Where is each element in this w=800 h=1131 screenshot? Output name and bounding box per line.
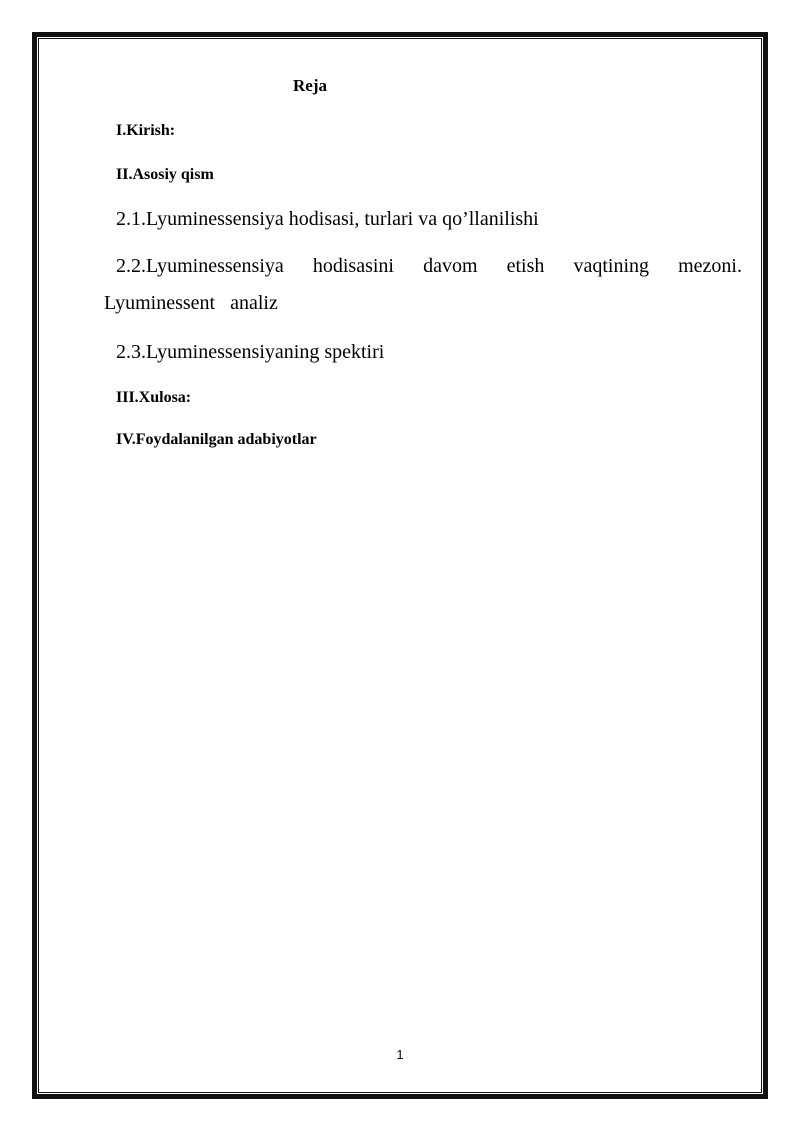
item-2-2-first-line (116, 255, 742, 278)
item-2-2-word: mezoni. (678, 255, 742, 277)
heading-asosiy-qism: II.Asosiy qism (116, 166, 214, 183)
heading-kirish: I.Kirish: (116, 122, 176, 139)
item-2-2-word: hodisasini (312, 255, 394, 277)
item-2-2-word: vaqtining (573, 255, 650, 277)
item-2-2-word: davom (423, 255, 478, 277)
page-title: Reja (293, 76, 327, 95)
item-2-2-word: 2.2.Lyuminessensiya (116, 255, 284, 277)
heading-xulosa: III.Xulosa: (116, 389, 192, 406)
page-border-inner (38, 38, 762, 1093)
item-2-3: 2.3.Lyuminessensiyaning spektiri (116, 341, 385, 363)
page-number: 1 (396, 1047, 404, 1062)
item-2-1: 2.1.Lyuminessensiya hodisasi, turlari va qo’llanilishi (116, 208, 539, 230)
item-2-2-continuation: Lyuminessent analiz (104, 292, 278, 314)
item-2-2-word: etish (506, 255, 545, 277)
heading-foydalanilgan-adabiyotlar: IV.Foydalanilgan adabiyotlar (116, 431, 317, 448)
